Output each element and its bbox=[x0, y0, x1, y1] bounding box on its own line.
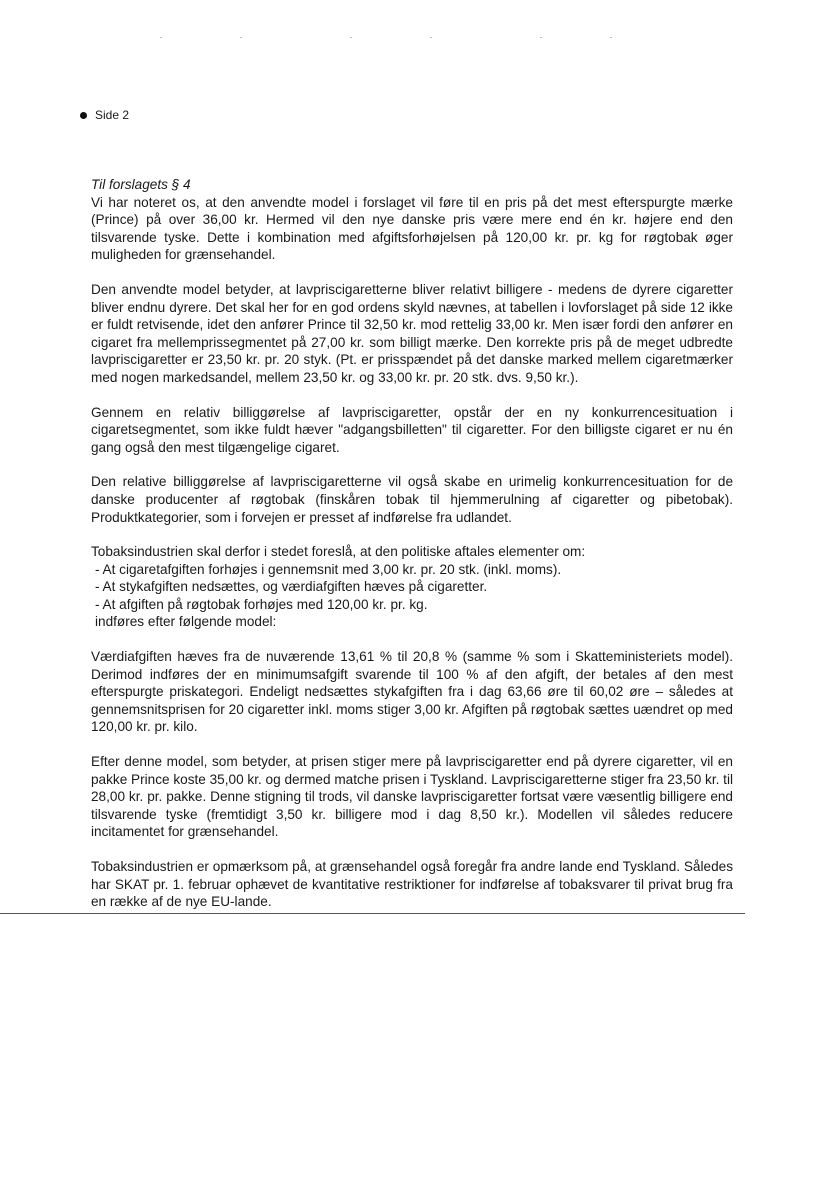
paragraph: Gennem en relativ billiggørelse af lavpriscigaretter, opstår der en ny konkurrencesituation i cigaretsegmentet, som ikke fuldt hæver "adgangsbilletten" til cigaretter. For den billigste cigaret er nu én gang også den mest tilgængelige cigaret. bbox=[91, 404, 733, 455]
paragraph: Værdiafgiften hæves fra de nuværende 13,61 % til 20,8 % (samme % som i Skatteministeriets model). Derimod indføres der en minimumsafgift svarende til 100 % af den afgift, der betales af den mest efterspurgte priskategori. Endeligt nedsættes stykafgiften fra i dag 63,66 øre til 60,02 øre – således at gennemsnitsprisen for 20 cigaretter inkl. moms stiger 3,00 kr. Afgiften på røgtobak sættes uændret op med 120,00 kr. pr. kilo. bbox=[91, 649, 733, 735]
section-heading: Til forslagets § 4 bbox=[91, 177, 191, 192]
scan-speck bbox=[610, 37, 612, 38]
paragraph: Tobaksindustrien er opmærksom på, at grænsehandel også foregår fra andre lande end Tyskland. Således har SKAT pr. 1. februar ophævet de kvantitative restriktioner for indførelse af tobaksvarer til privat brug fra en række af de nye EU-lande. bbox=[91, 859, 733, 910]
scan-speck bbox=[160, 37, 162, 38]
scan-speck bbox=[240, 37, 242, 38]
bullet-icon bbox=[80, 112, 87, 119]
scan-artifact-line bbox=[0, 913, 745, 914]
page-number-label: Side 2 bbox=[95, 108, 130, 122]
paragraph: Den relative billiggørelse af lavpriscigaretterne vil også skabe en urimelig konkurrencesituation for de danske producenter af røgtobak (finskåren tobak til hjemmerulning af cigaretter og pibetobak). Produktkategorier, som i forvejen er presset af indførelse fra udlandet. bbox=[91, 474, 733, 525]
list-item: - At stykafgiften nedsættes, og værdiafgiften hæves på cigaretter. bbox=[95, 579, 488, 595]
proposal-outro: indføres efter følgende model: bbox=[95, 614, 277, 630]
scan-speck bbox=[430, 37, 432, 38]
document-body bbox=[91, 176, 733, 928]
list-item: - At afgiften på røgtobak forhøjes med 120,00 kr. pr. kg. bbox=[95, 596, 428, 612]
paragraph: Vi har noteret os, at den anvendte model i forslaget vil føre til en pris på det mest efterspurgte mærke (Prince) på over 36,00 kr. Hermed vil den nye danske pris være mere end én kr. højere end den tilsvarende tyske. Dette i kombination med afgiftsforhøjelsen på 120,00 kr. pr. kg for røgtobak øger muligheden for grænsehandel. bbox=[91, 194, 733, 263]
paragraph: Efter denne model, som betyder, at prisen stiger mere på lavpriscigaretter end på dyrere cigaretter, vil en pakke Prince koste 35,00 kr. og dermed matche prisen i Tyskland. Lavpriscigaretterne stiger fra 23,50 kr. til 28,00 kr. pr. pakke. Denne stigning til trods, vil danske lavpriscigaretter fortsat være væsentlig billigere end tilsvarende tyske (fremtidigt 3,50 kr. billigere mod i dag 8,50 kr.). Modellen vil således reducere incitamentet for grænsehandel. bbox=[91, 754, 733, 840]
scan-speck bbox=[350, 37, 352, 38]
list-item: - At cigaretafgiften forhøjes i gennemsnit med 3,00 kr. pr. 20 stk. (inkl. moms). bbox=[95, 561, 562, 577]
scan-speck bbox=[540, 37, 542, 38]
page-header bbox=[80, 108, 129, 122]
paragraph: Den anvendte model betyder, at lavpriscigaretterne bliver relativt billigere - medens de dyrere cigaretter bliver endnu dyrere. Det skal her for en god ordens skyld nævnes, at tabellen i lovforslaget på side 12 ikke er fuldt retvisende, idet den anfører Prince til 32,50 kr. mod rettelig 33,00 kr. Men især fordi den anfører en cigaret fra mellemprissegmentet på 27,00 kr. som billigt mærke. Den korrekte pris på de meget udbredte lavpriscigaretter er 23,50 kr. pr. 20 styk. (Pt. er prisspændet på det danske marked mellem cigaretmærker med nogen markedsandel, mellem 23,50 kr. og 33,00 kr. pr. 20 stk. dvs. 9,50 kr.). bbox=[91, 281, 733, 385]
proposal-intro: Tobaksindustrien skal derfor i stedet foreslå, at den politiske aftales elementer om: bbox=[91, 544, 586, 560]
proposal-list bbox=[91, 561, 733, 614]
